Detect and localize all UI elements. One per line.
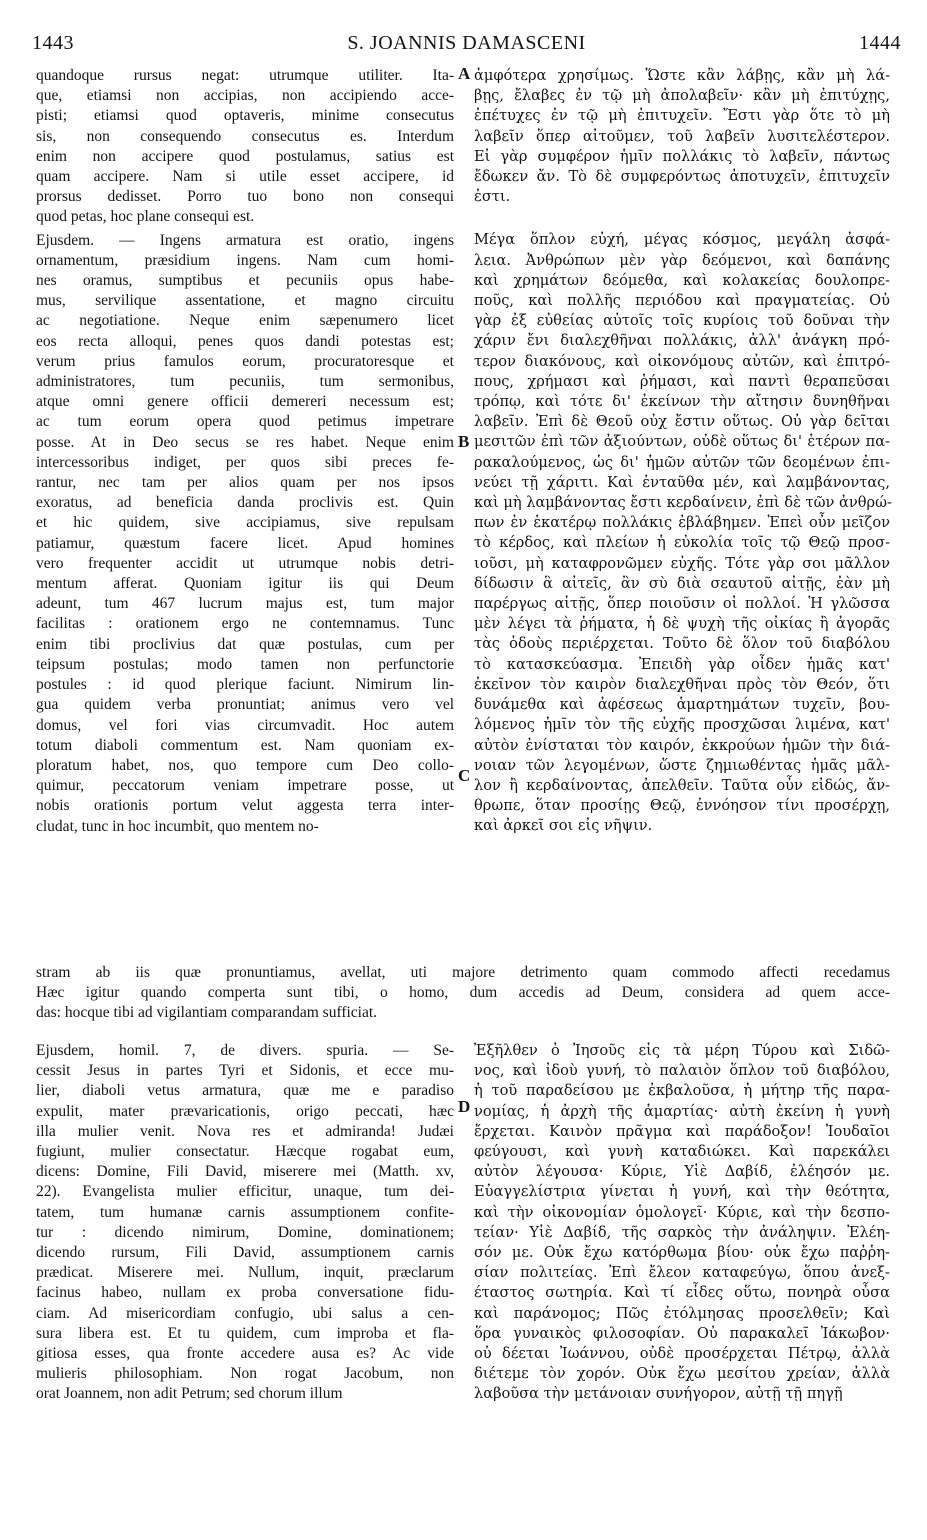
text-line: ἡ τοῦ παραδείσου με ἐκβαλοῦσα, ἡ μήτηρ τῆς παρα-	[474, 1082, 890, 1100]
margin-letter-c: C	[458, 766, 471, 785]
text-line: χάριν ἔνι διαλεχθῆναι πολλάκις, ἀλλ' ἀνάγκη πρό-	[474, 332, 890, 350]
text-line: verum prius famulos eorum, procuratoresque et	[36, 352, 454, 370]
text-line: adeunt, tum 467 lucrum majus est, tum major	[36, 595, 454, 613]
text-line: σόν με. Οὐκ ἔχω κατόρθωμα βίου· οὐκ ἔχω παῤῥη-	[474, 1244, 890, 1262]
text-line: orat Joannem, non adit Petrum; sed chorum illum	[36, 1385, 343, 1403]
text-line: 22). Evangelista mulier efficitur, unaque, tum dei-	[36, 1183, 454, 1201]
text-line: λαβεῖν. Ἐπὶ δὲ Θεοῦ οὐχ ἔστιν οὕτως. Οὐ γὰρ δεῖται	[474, 413, 890, 431]
text-line: teipsum postulas; modo tamen non perfunctorie	[36, 655, 454, 673]
text-line: enim tibi proclivius dat quæ postulas, cum per	[36, 635, 454, 653]
text-line: nes oramus, sumptibus et pecuniis opus habe-	[36, 272, 454, 290]
text-line: οὐ δέεται Ἰωάννου, οὐδὲ προσέρχεται Πέτρῳ, ἀλλὰ	[474, 1345, 890, 1363]
text-line: Εὐαγγελίστρια γίνεται ἡ γυνή, καὶ τὴν θεότητα,	[474, 1183, 890, 1201]
text-line: ἀμφότερα χρησίμως. Ὥστε κἂν λάβῃς, κἂν μὴ λά-	[474, 67, 890, 84]
text-line: mulieris philosophiam. Non rogat Jacobum, non	[36, 1365, 454, 1383]
text-line: ἔρχεται. Καινὸν πρᾶγμα καὶ παράδοξον! Ἰουδαῖοι	[474, 1122, 890, 1140]
text-line: sura libera est. Et tu quidem, cum improba et fla-	[36, 1324, 454, 1342]
text-line: ac tum eorum opera quod petimus impetrare	[36, 413, 454, 431]
text-line: σίαν πολιτείας. Ἐπὶ ἔλεον καταφεύγω, ὅπου ἀνεξ-	[474, 1264, 890, 1282]
text-line: ἔδωκεν ἄν. Τὸ δὲ συμφερόντως ἀποτυχεῖν, ἐπιτυχεῖν	[474, 168, 890, 186]
text-line: διέτεμε τὸν χορόν. Οὐκ ἔχω μεσίτου χρείαν, ἀλλὰ	[474, 1365, 890, 1383]
text-line: ρακαλούμενος, ὡς δι' ἡμῶν αὐτῶν τῶν δεομένων ἐπι-	[474, 453, 890, 471]
text-line: dicens: Domine, Fili David, miserere mei (Matth. xv,	[36, 1163, 454, 1181]
running-title: S. JOANNIS DAMASCENI	[347, 32, 586, 54]
text-line: prædicat. Miserere mei. Nullum, inquit, præclarum	[36, 1264, 454, 1282]
text-line: θρωπε, ὅταν προσίῃς Θεῷ, ἐννόησον τίνι προσέρχῃ,	[474, 797, 890, 815]
latin-fullwidth-lines	[36, 963, 890, 1024]
text-line: domus, vel fori vias circumvadit. Hoc autem	[36, 716, 454, 734]
text-line: ὅρα γυναικὸς φιλοσοφίαν. Οὐ παρακαλεῖ Ἰάκωβον·	[474, 1324, 890, 1342]
text-line: atque omni genere officii demereri necessum est;	[36, 393, 454, 411]
text-line: λον ἢ κερδαίνοντας, ἀπελθεῖν. Ταῦτα οὖν εἰδώς, ἄν-	[474, 776, 890, 794]
text-line: patiamur, quæstum facere licet. Apud homines	[36, 534, 454, 552]
text-line: φεύγουσι, καὶ γυνὴ καταδιώκει. Καὶ παρεκάλει	[474, 1143, 890, 1161]
text-line: νεύει τῇ χάριτι. Καὶ ἐνταῦθα μέν, καὶ λαμβάνοντας,	[474, 473, 890, 491]
text-line: quandoque rursus negat: utrumque utiliter. Ita-	[36, 67, 454, 84]
text-line: λαβεῖν ὅπερ αἰτοῦμεν, τοῦ λαβεῖν λυσιτελέστερον.	[474, 127, 890, 145]
text-line: καὶ ἀρκεῖ σοι εἰς νῆψιν.	[474, 817, 653, 835]
text-line: ποῦς, καὶ πολλῆς περιόδου καὶ πραγματείας. Οὐ	[474, 292, 890, 310]
text-line: et hic quidem, sive accipiamus, sive repulsam	[36, 514, 454, 532]
text-line: Ejusdem. — Ingens armatura est oratio, ingens	[36, 231, 454, 249]
text-line: αὐτὸν ἐνίσταται τὸν καιρόν, ἐκκρούων ἡμῶν τὴν διά-	[474, 736, 890, 754]
text-line: lier, diaboli vetus armatura, quæ me e paradiso	[36, 1082, 454, 1100]
text-line: nobis orationis portum velut aggesta terra inter-	[36, 797, 454, 815]
text-line: καὶ χρημάτων δεόμεθα, καὶ κολακείας δουλοπρε-	[474, 271, 890, 289]
text-line: νοιαν τῶν λεγομένων, ὥστε ζημιωθέντας ἡμᾶς μᾶλ-	[474, 756, 890, 774]
latin-column-lower	[36, 1041, 454, 1405]
right-column-number: 1444	[859, 32, 901, 54]
text-line: έταστος σωτηρία. Καὶ τί εἶδες οὕτω, πονηρὰ οὖσα	[474, 1284, 890, 1302]
text-line: vero frequenter accidit ut utrumque nobis detri-	[36, 554, 454, 572]
margin-letter-a: A	[458, 64, 471, 83]
text-line: illa mulier venit. Nova res et admiranda! Judæi	[36, 1122, 454, 1140]
text-line: stram ab iis quæ pronuntiamus, avellat, uti majore detrimento quam commodo affecti recedamus	[36, 964, 890, 981]
text-line: αὐτὸν λέγουσα· Κύριε, Υἱὲ Δαβίδ, ἐλέησόν με.	[474, 1163, 890, 1181]
text-line: νομίας, ἡ ἀρχὴ τῆς ἁμαρτίας· αὐτὴ ἐκείνη ἡ γυνὴ	[474, 1102, 890, 1120]
text-line: mus, servilique assentatione, et magno circuitu	[36, 292, 454, 310]
text-line: intercessoribus indiget, per quos sibi preces fe-	[36, 453, 454, 471]
text-line: quimur, peccatorum veniam impetrare posse, ut	[36, 777, 454, 795]
text-line: fugiunt, mulier consectatur. Hæcque rogabat eum,	[36, 1143, 454, 1161]
text-line: λόμενος ἡμῖν τὸν τῆς εὐχῆς προσχῶσαι λιμένα, κατ'	[474, 716, 890, 734]
text-line: eos recta alloqui, penes quos dandi potestas est;	[36, 332, 454, 350]
text-line: δυνάμεθα καὶ ἀφέσεως ἁμαρτημάτων τυχεῖν, βου-	[474, 696, 890, 714]
text-line: facilitas : orationem ergo ne contemnamus. Tunc	[36, 615, 454, 633]
left-column-number: 1443	[32, 32, 74, 54]
text-line: μὲν λέγει τὰ ῥήματα, ἡ δὲ ψυχὴ τῆς οἰκίας ἢ ἀγορᾶς	[474, 615, 890, 633]
text-line: que, etiamsi non accipias, non accipiendo acce-	[36, 87, 454, 105]
text-line: τὸ κατασκεύασμα. Ἐπειδὴ γὰρ οἶδεν ἡμᾶς κατ'	[474, 655, 890, 673]
text-line: τερον διακόνους, καὶ οἰκονόμους αὐτῶν, καὶ ἐπιτρό-	[474, 352, 890, 370]
text-line: παρέργως αἰτῇς, ὅπερ ποιοῦσιν οἱ πολλοί. Ἡ γλῶσσα	[474, 595, 890, 613]
text-line: facinus habeo, nullam ex proba conversatione fidu-	[36, 1284, 454, 1302]
text-line: δίδωσιν ἃ αἰτεῖς, ἂν σὺ διὰ σεαυτοῦ αἰτῇς, ἐὰν μὴ	[474, 574, 890, 592]
latin-column-upper	[36, 66, 454, 837]
text-line: exoratus, ad beneficia danda proclivis est. Quin	[36, 494, 454, 512]
text-line: totum diaboli commentum est. Nam quoniam ex-	[36, 736, 454, 754]
text-line: cludat, tunc in hoc incumbit, quo mentem no-	[36, 817, 319, 835]
text-line: tur : dicendo nimirum, Domine, dominationem;	[36, 1223, 454, 1241]
text-line: rantur, nec tam per alios quam per nos ipsos	[36, 474, 454, 492]
text-line: ιοῦσι, μὴ καταφρονῶμεν εὐχῆς. Τότε γὰρ σοι μᾶλλον	[474, 554, 890, 572]
greek-column-upper	[474, 66, 890, 837]
text-line: ciam. Ad misericordiam confugio, ubi salus a cen-	[36, 1304, 454, 1322]
text-line: Εἰ γὰρ συμφέρον ἡμῖν πολλάκις τὸ λαβεῖν, πάντως	[474, 147, 890, 165]
text-line: Ἐξῆλθεν ὁ Ἰησοῦς εἰς τὰ μέρη Τύρου καὶ Σιδῶ-	[474, 1042, 890, 1059]
text-line: pisti; etiamsi quod optaveris, minime consecutus	[36, 107, 454, 125]
margin-letter-b: B	[458, 432, 470, 451]
text-line: gua quidem verba pronuntiat; animus vero vel	[36, 696, 454, 714]
text-line: πων ἐν ἑκατέρῳ πολλάκις ἐβλάβημεν. Ἐπεὶ οὖν μεῖζον	[474, 514, 890, 532]
text-line: cessit Jesus in partes Tyri et Sidonis, et ecce mu-	[36, 1062, 454, 1080]
text-line: λεια. Ἀνθρώπων μὲν γὰρ δεόμενοι, καὶ δαπάνης	[474, 251, 890, 269]
text-line: ornamentum, præsidium ingens. Nam cum homi-	[36, 251, 454, 269]
text-line: ploratum habet, nos, quo tempore cum Deo collo-	[36, 756, 454, 774]
text-line: posse. At in Deo secus se res habet. Neque enim	[36, 433, 454, 451]
text-line: ἐκεῖνον τὸν καιρὸν διαλεχθῆναι πρὸς τὸν Θεόν, ὅτι	[474, 675, 890, 693]
text-line: Ejusdem, homil. 7, de divers. spuria. — Se-	[36, 1042, 454, 1059]
text-line: καὶ μὴ λαμβάνοντας ἔστι κερδαίνειν, ἐπὶ δὲ τῶν ἀνθρώ-	[474, 494, 892, 512]
text-line: expulit, mater prævaricationis, origo peccati, hæc	[36, 1102, 454, 1120]
text-line: das: hocque tibi ad vigilantiam comparandam sufficiat.	[36, 1004, 378, 1022]
text-line: πους, χρήμασι καὶ ῥήμασι, καὶ παντὶ θεραπεῦσαι	[474, 372, 890, 390]
text-line: λαβοῦσα τὴν μετάνοιαν συνήγορον, αὐτῇ τῇ πηγῇ	[474, 1385, 843, 1403]
text-line: καὶ παράνομος; Πῶς ἐτόλμησας προσελθεῖν; Καὶ	[474, 1304, 890, 1322]
text-line: μεσιτῶν ἐπὶ τῶν ἀξιούντων, οὐδὲ οὕτως δι' ἑτέρων πα-	[474, 433, 890, 451]
text-line: νος, καὶ ἰδοὺ γυνή, τὸ παλαιὸν ὅπλον τοῦ διαβόλου,	[474, 1062, 890, 1080]
text-line: καὶ τὴν οἰκονομίαν ὁμολογεῖ· Κύριε, καὶ τὴν δεσπο-	[474, 1203, 890, 1221]
text-line: τὸ κέρδος, καὶ πλείων ἡ εὐκολία τοῖς τῷ Θεῷ προσ-	[474, 534, 890, 552]
text-line: τείαν· Υἱὲ Δαβίδ, τῆς σαρκὸς τὴν ἀνάληψιν. Ἐλέη-	[474, 1223, 890, 1241]
text-line: ἐπέτυχες ἐν τῷ μὴ ἐπιτυχεῖν. Ἔστι γὰρ ὅτε τὸ μὴ	[474, 107, 890, 125]
text-line: enim non accipere quod postulamus, satius est	[36, 147, 454, 165]
text-line: administratores, tum pecuniis, tum sermonibus,	[36, 373, 454, 391]
page-header	[32, 32, 901, 60]
text-line: tatem, tum humanæ carnis assumptionem confite-	[36, 1203, 454, 1221]
text-line: sis, non consequendo consecutus es. Interdum	[36, 127, 454, 145]
text-line: ἐστι.	[474, 188, 511, 206]
text-line: quam accipere. Nam si utile esset accipere, id	[36, 168, 454, 186]
text-line: quod petas, hoc plane consequi est.	[36, 208, 255, 226]
text-line: postules : id quod plerique faciunt. Nimirum lin-	[36, 676, 454, 694]
text-line: prorsus dedisset. Porro tuo bono non consequi	[36, 188, 454, 206]
text-line: Hæc igitur quando comperta sunt tibi, o homo, dum accedis ad Deum, considera ad quem acce-	[36, 984, 890, 1002]
margin-letter-d: D	[458, 1097, 471, 1116]
text-line: βῃς, ἔλαβες ἐν τῷ μὴ ἀπολαβεῖν· κἂν μὴ ἐπιτύχῃς,	[474, 87, 890, 105]
text-line: mentum afferat. Quoniam igitur iis qui Deum	[36, 575, 454, 593]
text-line: gitiosa esses, qua fronte accedere ausa es? Ac vide	[36, 1345, 454, 1363]
text-line: Μέγα ὅπλον εὐχή, μέγας κόσμος, μεγάλη ἀσφά-	[474, 231, 890, 249]
text-line: dicendo rursum, Fili David, assumptionem carnis	[36, 1244, 454, 1262]
text-line: τρόπῳ, καὶ τότε δι' ἐκείνων τὴν αἴτησιν δυνηθῆναι	[474, 393, 890, 411]
text-line: τὰς ὁδοὺς περιέρχεται. Τοῦτο δὲ ὅλον τοῦ διαβόλου	[474, 635, 890, 653]
greek-column-lower	[474, 1041, 890, 1405]
text-line: γὰρ ἐξ εὐθείας αὐτοῖς τοῖς κυρίοις τοῦ δοῦναι τὴν	[474, 312, 890, 330]
text-line: ac negotiatione. Neque enim sæpenumero licet	[36, 312, 454, 330]
